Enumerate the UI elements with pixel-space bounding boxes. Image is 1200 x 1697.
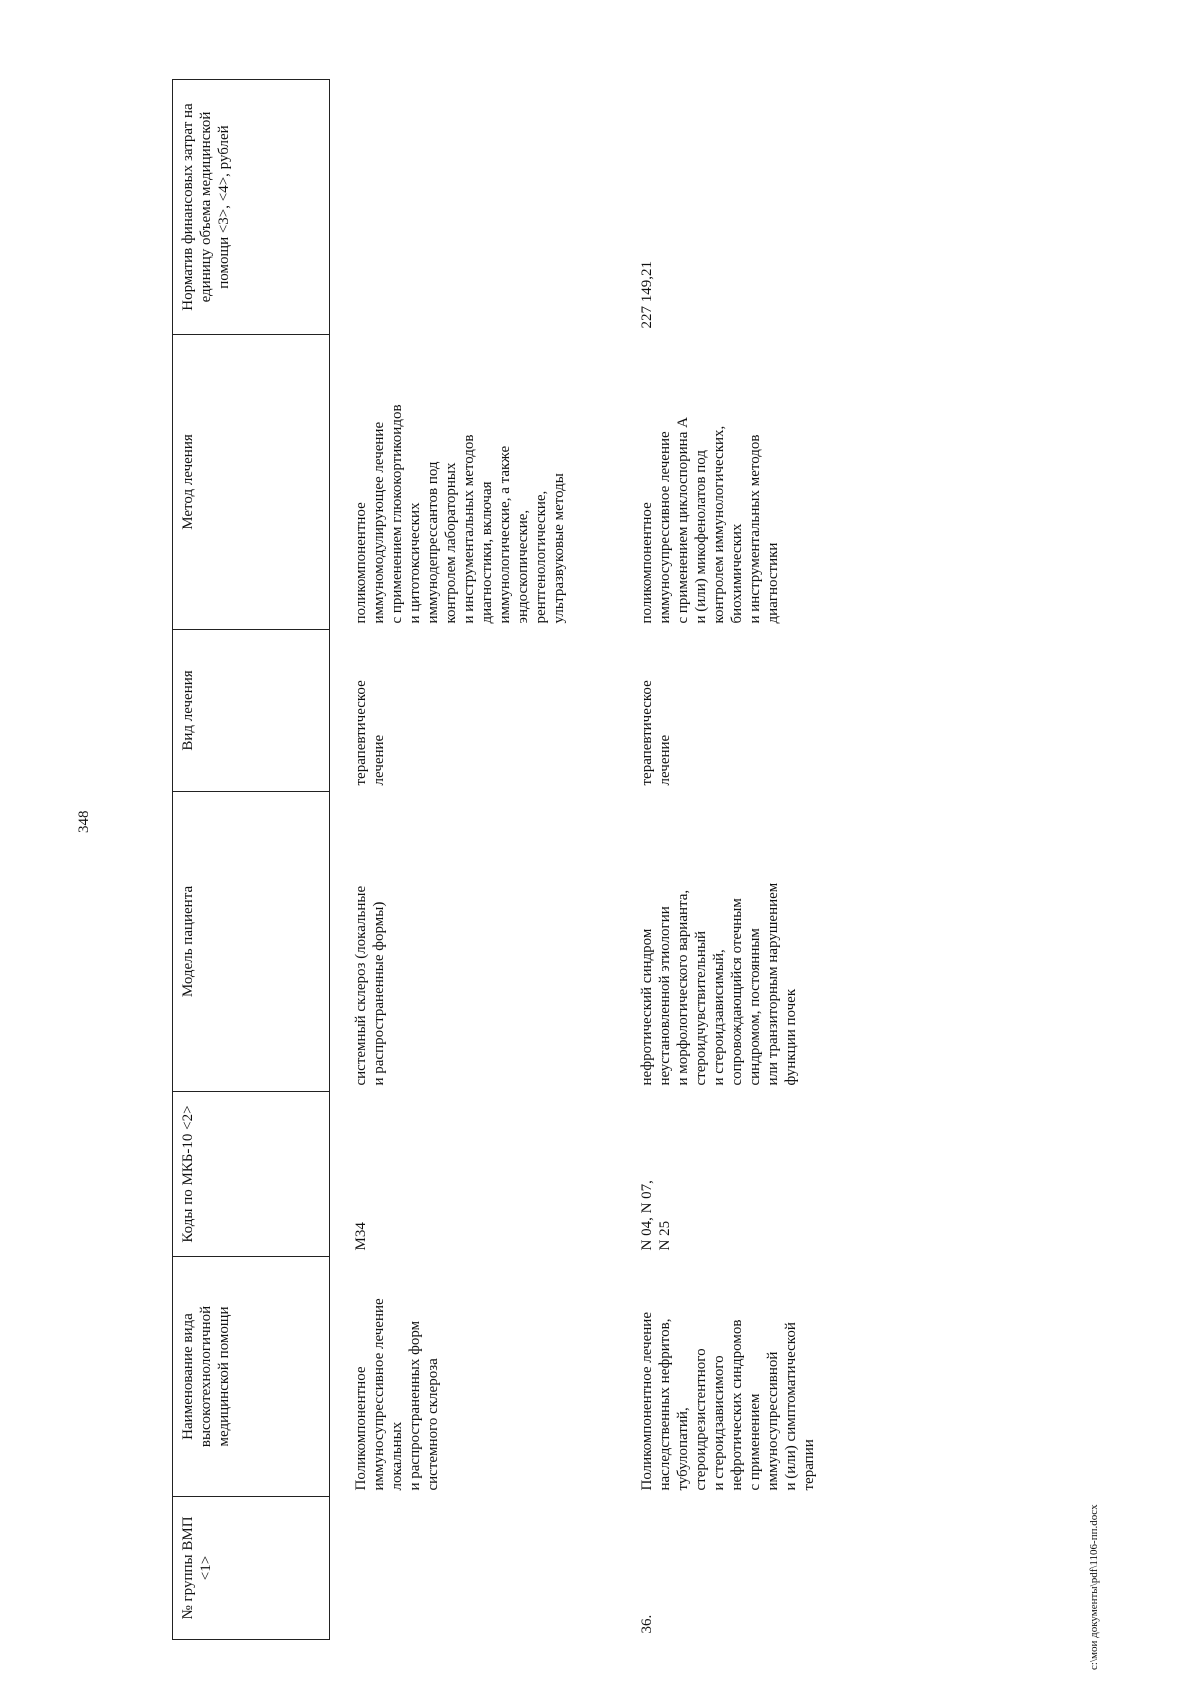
- cell-vmp-name: Поликомпонентное иммуносупрессивное лечение локальных и распространенных форм системного склероза: [353, 1298, 441, 1491]
- vmp-table: [172, 79, 824, 1640]
- footer-file-path: c:\мои документы\pdf\1106-пп.docx: [1088, 1504, 1100, 1670]
- cell-icd-codes: M34: [353, 1222, 369, 1251]
- cell-patient-model: нефротический синдром неустановленной этиологии и морфологического варианта, стероидчувствительный и стероидзависимый, сопровождающийся отечным синдромом, постоянным или транзиторным нарушением функции почек: [639, 882, 799, 1086]
- header-treatment-kind: Вид лечения: [173, 630, 330, 792]
- table-row: [330, 80, 629, 1640]
- header-vmp-name: Наименование вида высокотехнологичной медицинской помощи: [173, 1257, 330, 1497]
- header-icd-codes: Коды по МКБ-10 <2>: [173, 1092, 330, 1257]
- rotated-document-sheet: [172, 80, 1072, 1640]
- cell-group-number: [330, 1497, 629, 1640]
- cell-treatment-method: поликомпонентное иммуносупрессивное лечение с применением циклоспорина A и (или) микофенолатов под контролем иммунологических, биохимических и инструментальных методов диагностики: [639, 417, 781, 624]
- cell-treatment-kind: терапевтическое лечение: [639, 680, 673, 786]
- cell-treatment-kind: терапевтическое лечение: [353, 680, 387, 786]
- cell-group-number: 36.: [639, 1614, 655, 1634]
- cell-treatment-method: поликомпонентное иммуномодулирующее лечение с применением глюкокортикоидов и цитотоксических иммунодепрессантов под контролем лабораторных и инструментальных методов диагностики, включая иммунологические, а также эндоскопические, рентгенологические, ультразвуковые методы: [353, 404, 567, 624]
- header-patient-model: Модель пациента: [173, 792, 330, 1092]
- header-treatment-method: Метод лечения: [173, 335, 330, 630]
- cell-vmp-name: Поликомпонентное лечение наследственных нефритов, тубулопатий, стероидрезистентного и стероидзависимого нефротических синдромов с применением иммуносупрессивной и (или) симптоматической терапии: [639, 1312, 817, 1491]
- cell-icd-codes: N 04, N 07, N 25: [639, 1180, 673, 1251]
- cell-patient-model: системный склероз (локальные и распространенные формы): [353, 885, 387, 1086]
- cell-cost-norm: [330, 80, 629, 335]
- header-group-number: № группы ВМП <1>: [173, 1497, 330, 1640]
- table-header-row: [173, 80, 330, 1640]
- cell-cost-norm: 227 149,21: [639, 261, 655, 329]
- table-row: [628, 80, 824, 1640]
- page-number: 348: [76, 810, 92, 833]
- header-cost-norm: Норматив финансовых затрат на единицу объема медицинской помощи <3>, <4>, рублей: [173, 80, 330, 335]
